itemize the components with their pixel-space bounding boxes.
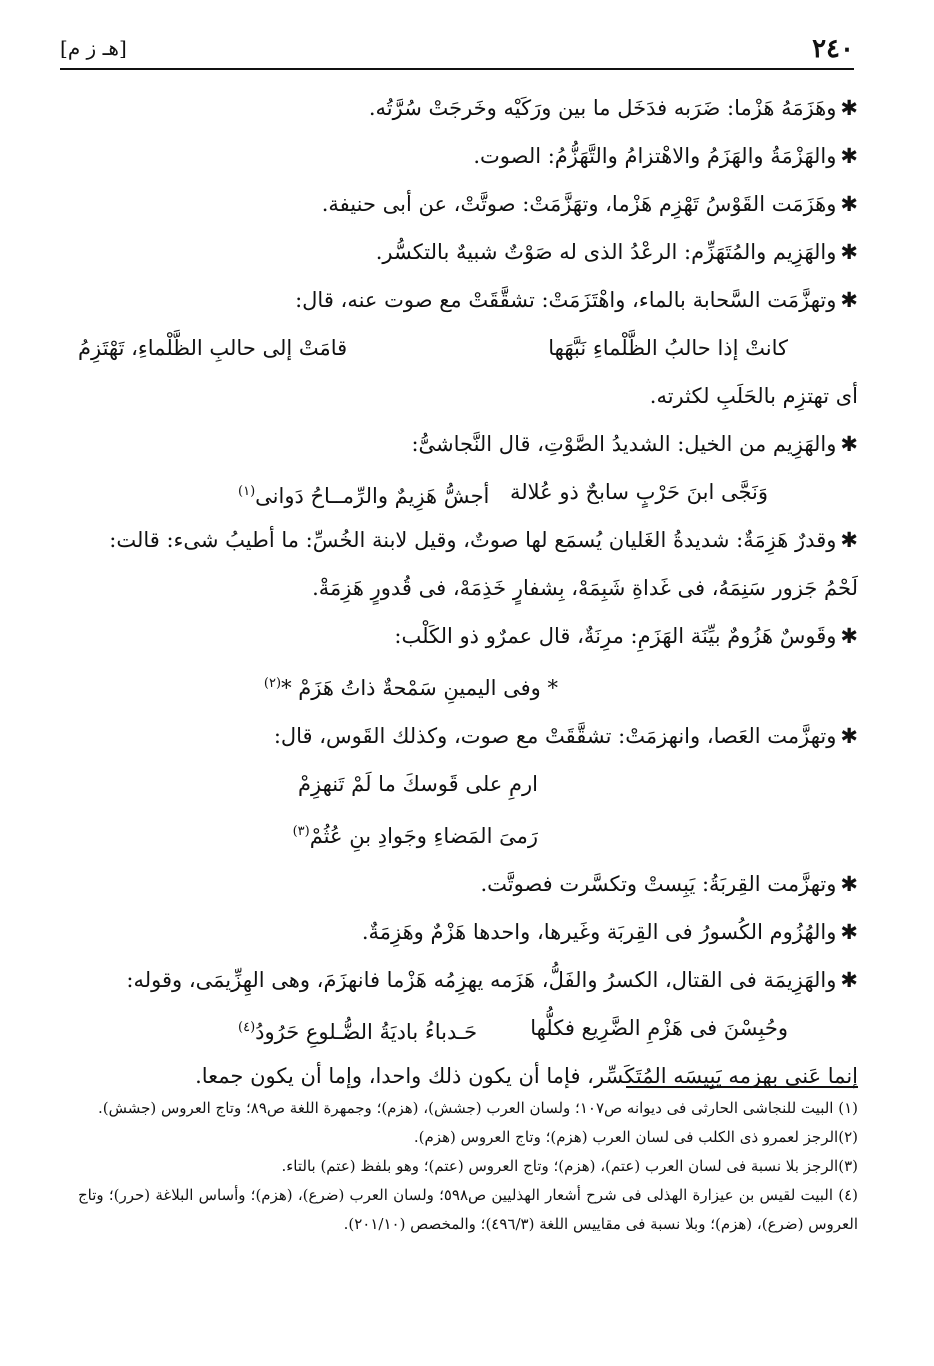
paragraph: إنما عَنى بهزمه يَبِيسَه المُتَكَسِّر، فإما أن يكون ذلك واحدا، وإما أن يكون جمعا.: [195, 1064, 858, 1088]
footnote-ref: (١): [238, 484, 256, 499]
asterisk-icon: ✱: [840, 288, 858, 312]
paragraph: ✱وهَزَمَت القَوْسُ تَهْزِم هَزْما، وتهَزَّمَتْ: صوتَّتْ، عن أبى حنيفة.: [321, 192, 858, 216]
asterisk-icon: ✱: [840, 872, 858, 896]
paragraph: ✱وتهزَّمت العَصا، وانهزمَتْ: تشقَّقَتْ مع صوت، وكذلك القَوس، قال:: [273, 724, 858, 748]
paragraph: أى تهتزِم بالحَلَبِ لكثرته.: [649, 384, 858, 408]
header-rule: [60, 68, 854, 70]
asterisk-icon: ✱: [840, 96, 858, 120]
footnote-ref: (٣): [292, 824, 310, 839]
paragraph: ✱والهُزُوم الكُسورُ فى القِربَة وغَيرها، واحدها هَزْمٌ وهَزِمَةٌ.: [361, 920, 858, 944]
entry-body: [78, 84, 858, 1100]
paragraph: ✱وقَوسٌ هَزُومٌ بيِّنَة الهَزَمِ: مرِنَةٌ، قال عمرٌو ذو الكَلْب:: [394, 624, 858, 648]
page-header: [60, 30, 854, 66]
asterisk-icon: ✱: [840, 240, 858, 264]
paragraph: ✱وهَزَمَهُ هَزْما: ضَرَبه فدَخَل ما بين ورَكَيْه وخَرجَتْ سُرَّتُه.: [368, 96, 858, 120]
footnote: (٤) البيت لقيس بن عيزارة الهذلى فى شرح أشعار الهذليين ص٥٩٨؛ ولسان العرب (ضرع)، (هزم)؛ وأساس البلاغة (حرر)؛ وتاج العروس (ضرع)، (هزم)؛ وبلا نسبة فى مقاييس اللغة (٤٩٦/٣)؛ والمخصص (٢٠١/١٠).: [78, 1186, 859, 1233]
verse-hemistich-second: حَـدباءُ باديَةُ الضُّـلوعِ حَرُودُ$^{(٤)}$: [238, 1020, 478, 1044]
asterisk-icon: ✱: [840, 432, 858, 456]
asterisk-icon: ✱: [840, 192, 858, 216]
page-number: ٢٤٠: [812, 34, 854, 64]
rajaz-line: * وفى اليمينِ سَمْحةٌ ذاتُ هَزَمْ *$^{(٢)}$: [263, 676, 558, 700]
root-heading: [هـ ز م]: [60, 36, 127, 60]
verse-line: [78, 1004, 858, 1052]
asterisk-icon: ✱: [840, 968, 858, 992]
verse-line: [78, 324, 858, 372]
footnote: (٢)الرجز لعمرو ذى الكلب فى لسان العرب (هزم)؛ وتاج العروس (هزم).: [413, 1128, 858, 1146]
paragraph: ✱والهَزِيم والمُتَهَزِّم: الرعْدُ الذى له صَوْتٌ شبيهٌ بالتكسُّر.: [375, 240, 858, 264]
rajaz-line: ارمِ على قَوسكَ ما لَمْ تَنهزِمْ: [298, 772, 538, 796]
footnote: (١) البيت للنجاشى الحارثى فى ديوانه ص١٠٧؛ ولسان العرب (جشش)، (هزم)؛ وجمهرة اللغة ص٨٩؛ وتاج العروس (جشش).: [97, 1099, 858, 1117]
verse-hemistich-first: وَنَجَّى ابنَ حَرْبٍ سابحٌ ذو عُلالة: [509, 480, 768, 504]
asterisk-icon: ✱: [840, 144, 858, 168]
paragraph: ✱وتهزَّمت القِربَةُ: يَبِستْ وتكسَّرت فصوتَّت.: [480, 872, 858, 896]
asterisk-icon: ✱: [840, 624, 858, 648]
verse-hemistich-second: قامَتْ إلى حالبِ الظَّلْماءِ، تَهْتَزِمُ: [78, 336, 348, 360]
footnote-rule: [626, 1086, 858, 1088]
footnote-ref: (٤): [238, 1020, 256, 1035]
asterisk-icon: ✱: [840, 724, 858, 748]
asterisk-icon: ✱: [840, 920, 858, 944]
verse-line: [78, 468, 858, 516]
asterisk-icon: ✱: [840, 528, 858, 552]
paragraph: ✱وتهزَّمَت السَّحابة بالماء، واهْتَزَمَتْ: تشقَّقَتْ مع صوت عنه، قال:: [295, 288, 858, 312]
paragraph: ✱والهَزِيم من الخيل: الشديدُ الصَّوْتِ، قال النَّجاشىُّ:: [411, 432, 858, 456]
verse-hemistich-first: كانتْ إذا حالبُ الظَّلْماءِ نَبَّهَها: [548, 336, 788, 360]
footnote: (٣)الرجز بلا نسبة فى لسان العرب (عتم)، (هزم)؛ وتاج العروس (عتم)؛ وهو بلفظ (عتم) بالتاء.: [281, 1157, 858, 1175]
paragraph: ✱وقدرٌ هَزِمَةٌ: شديدةُ الغَليان يُسمَع لها صوتٌ، وقيل لابنة الخُسِّ: ما أطيبُ شىء: قالت: لَحْمُ جَزور سَنِمَهُ، فى غَداةِ شَبِمَهْ، بِشفارٍ خَذِمَهْ، فى قُدورٍ هَزِمَةْ.: [109, 528, 858, 600]
rajaz-line: رَمىَ المَضاءِ وجَوادِ بنِ عُثُمْ$^{(٣)}$: [292, 824, 538, 848]
paragraph: ✱والهَزِيمَة فى القتال، الكسرُ والفَلُّ، هَزَمه يهزِمُه هَزْما فانهزَمَ، وهى الهِزِّيمَى، وقوله:: [126, 968, 858, 992]
verse-hemistich-second: أجشُّ هَزِيمٌ والرِّمــاحُ دَوانى$^{(١)}$: [238, 484, 490, 508]
verse-hemistich-first: وحُبِسْنَ فى هَزْمِ الضَّرِيع فكلُّها: [530, 1016, 788, 1040]
footnotes: [78, 1094, 858, 1239]
footnote-ref: (٢): [263, 676, 282, 691]
paragraph: ✱والهَزْمَةُ والهَزَمُ والاهْتزامُ والتَّهَزُّمُ: الصوت.: [473, 144, 858, 168]
